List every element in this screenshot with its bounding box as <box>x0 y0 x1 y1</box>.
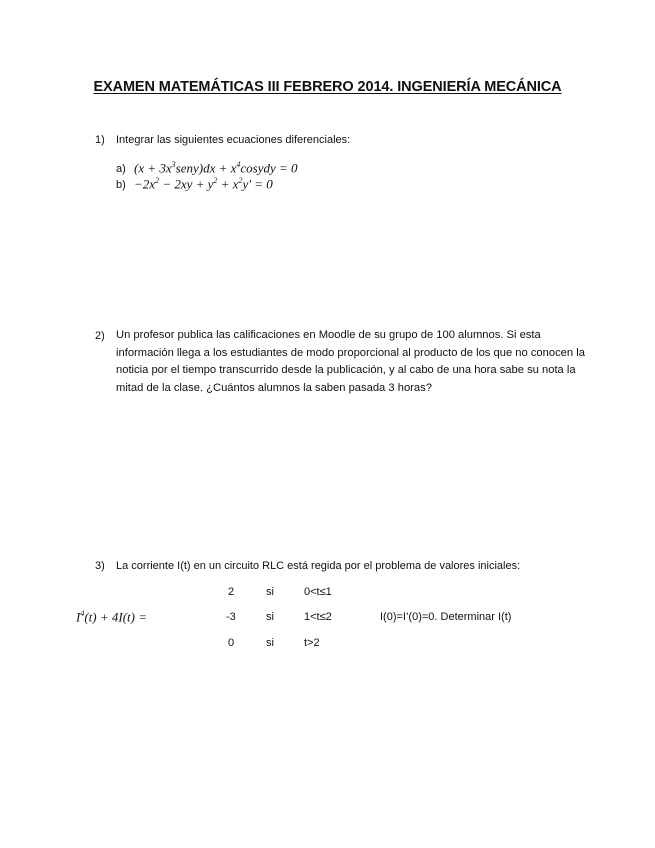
q1-a-label: a) <box>116 163 126 175</box>
piecewise-si-2: si <box>266 611 274 623</box>
piecewise-value-1: 2 <box>228 586 235 598</box>
piecewise-cond-2: 1<t≤2 <box>304 611 332 623</box>
page-title: EXAMEN MATEMÁTICAS III FEBRERO 2014. INGENIERÍA MECÁNICA <box>93 79 562 95</box>
piecewise-value-3: 0 <box>228 637 235 649</box>
piecewise-cond-1: 0<t≤1 <box>304 586 332 598</box>
q3-text: La corriente I(t) en un circuito RLC está regida por el problema de valores iniciales: <box>116 560 521 572</box>
q1-b-label: b) <box>116 179 126 191</box>
q2-number: 2) <box>95 330 105 342</box>
piecewise-si-3: si <box>266 637 274 649</box>
q1-number: 1) <box>95 134 105 146</box>
q1-a-equation: $(x + 3x^3seny)dx$ + $x^4cosydy = 0$ <box>134 160 298 176</box>
piecewise-cond-3: t>2 <box>304 637 320 649</box>
piecewise-value-2: -3 <box>226 611 236 623</box>
q2-text: Un profesor publica las calificaciones en Moodle de su grupo de 100 alumnos. Si esta información llega a los estudiantes de modo proporcional al producto de los que no conocen la noticia por el tiempo transcurrido desde la publicación, y al cabo de una hora sabe su nota la mitad de la clase. ¿Cuántos alumnos la saben pasada 3 horas? <box>116 329 585 394</box>
initial-conditions: I(0)=I’(0)=0. Determinar I(t) <box>380 611 512 623</box>
piecewise-si-1: si <box>266 586 274 598</box>
q1-b-equation: $-2x^2 - 2xy + y^2 + x^2y' = 0$ <box>134 176 273 192</box>
q3-equation: $I^4(t) + 4I(t)$ = <box>76 609 148 625</box>
q1-text: Integrar las siguientes ecuaciones diferenciales: <box>116 134 351 146</box>
q3-number: 3) <box>95 560 105 572</box>
